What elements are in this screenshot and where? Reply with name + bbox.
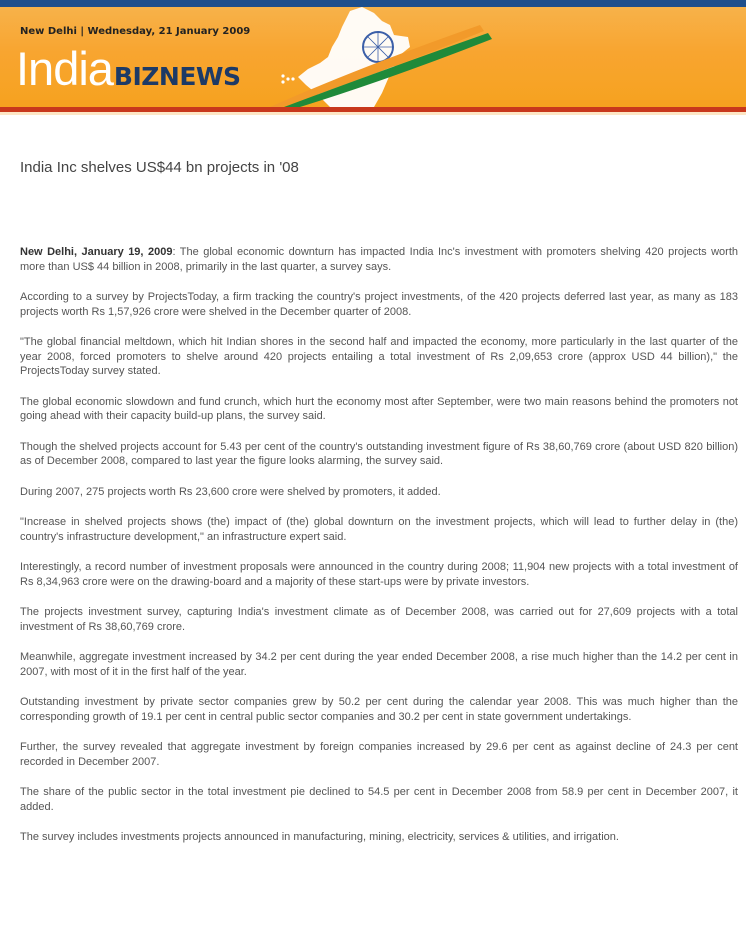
lead-dateline: New Delhi, January 19, 2009 xyxy=(20,246,173,258)
faded-tag xyxy=(20,231,738,245)
india-map-emblem-icon xyxy=(270,7,510,107)
dateline: New Delhi | Wednesday, 21 January 2009 xyxy=(20,26,251,37)
logo-biznews-text: BIZNEWS xyxy=(113,62,241,91)
article-lead xyxy=(20,245,738,274)
masthead-border-light xyxy=(0,112,746,115)
article-paragraph: According to a survey by ProjectsToday, a firm tracking the country's project investments, of the 420 projects deferred last year, as many as 183 projects worth Rs 1,57,926 crore were shelved in the December quarter of 2008. xyxy=(20,291,738,318)
article-paragraph: During 2007, 275 projects worth Rs 23,600 crore were shelved by promoters, it added. xyxy=(20,485,441,498)
article-paragraph: The projects investment survey, capturing India's investment climate as of December 2008, was carried out for 27,609 projects with a total investment of Rs 38,60,769 crore. xyxy=(20,606,738,633)
article-paragraph: "The global financial meltdown, which hit Indian shores in the second half and impacted the economy, more particularly in the last quarter of the year 2008, forced promoters to shelve around 420 projects entailing a total investment of Rs 2,09,653 crore (approx USD 44 billion)," the ProjectsToday survey stated. xyxy=(20,336,738,377)
logo-india-text: India xyxy=(16,42,113,95)
article-paragraph: Outstanding investment by private sector companies grew by 50.2 per cent during the calendar year 2008. This was much higher than the corresponding growth of 19.1 per cent in central public sector companies and 30.2 per cent in state government undertakings. xyxy=(20,696,738,723)
article-paragraph: Further, the survey revealed that aggregate investment by foreign companies increased by 29.6 per cent as against decline of 24.3 per cent recorded in December 2007. xyxy=(20,741,738,768)
article-paragraph: The global economic slowdown and fund crunch, which hurt the economy most after September, were two main reasons behind the promoters not going ahead with their capacity build-up plans, the survey said. xyxy=(20,395,738,422)
article-paragraph: The share of the public sector in the total investment pie declined to 54.5 per cent in December 2008 from 58.9 per cent in December 2007, it added. xyxy=(20,786,738,813)
article-paragraph: Meanwhile, aggregate investment increased by 34.2 per cent during the year ended December 2008, a rise much higher than the 14.2 per cent in 2007, with most of it in the first half of the year. xyxy=(20,651,738,678)
masthead xyxy=(0,7,746,107)
lead-text: : The global economic downturn has impacted India Inc's investment with promoters shelving 420 projects worth more than US$ 44 billion in 2008, primarily in the last quarter, a survey says. xyxy=(20,246,738,273)
article-paragraph: Though the shelved projects account for 5.43 per cent of the country's outstanding investment figure of Rs 38,60,769 crore (about USD 820 billion) as of December 2008, compared to last year the figure looks alarming, the survey said. xyxy=(20,440,738,467)
site-logo[interactable] xyxy=(16,41,241,96)
article-paragraph: The survey includes investments projects announced in manufacturing, mining, electricity, services & utilities, and irrigation. xyxy=(20,831,619,843)
top-strip xyxy=(0,0,746,7)
article-headline: India Inc shelves US$44 bn projects in '08 xyxy=(20,159,299,176)
article xyxy=(0,159,746,845)
article-paragraph: "Increase in shelved projects shows (the) impact of (the) global downturn on the investment projects, which will lead to further delay in (the) country's infrastructure development," an infrastructure expert said. xyxy=(20,516,738,543)
article-paragraph: Interestingly, a record number of investment proposals were announced in the country during 2008; 11,904 new projects with a total investment of Rs 8,34,963 crore were on the drawing-board and a majority of these start-ups were by private investors. xyxy=(20,561,738,588)
